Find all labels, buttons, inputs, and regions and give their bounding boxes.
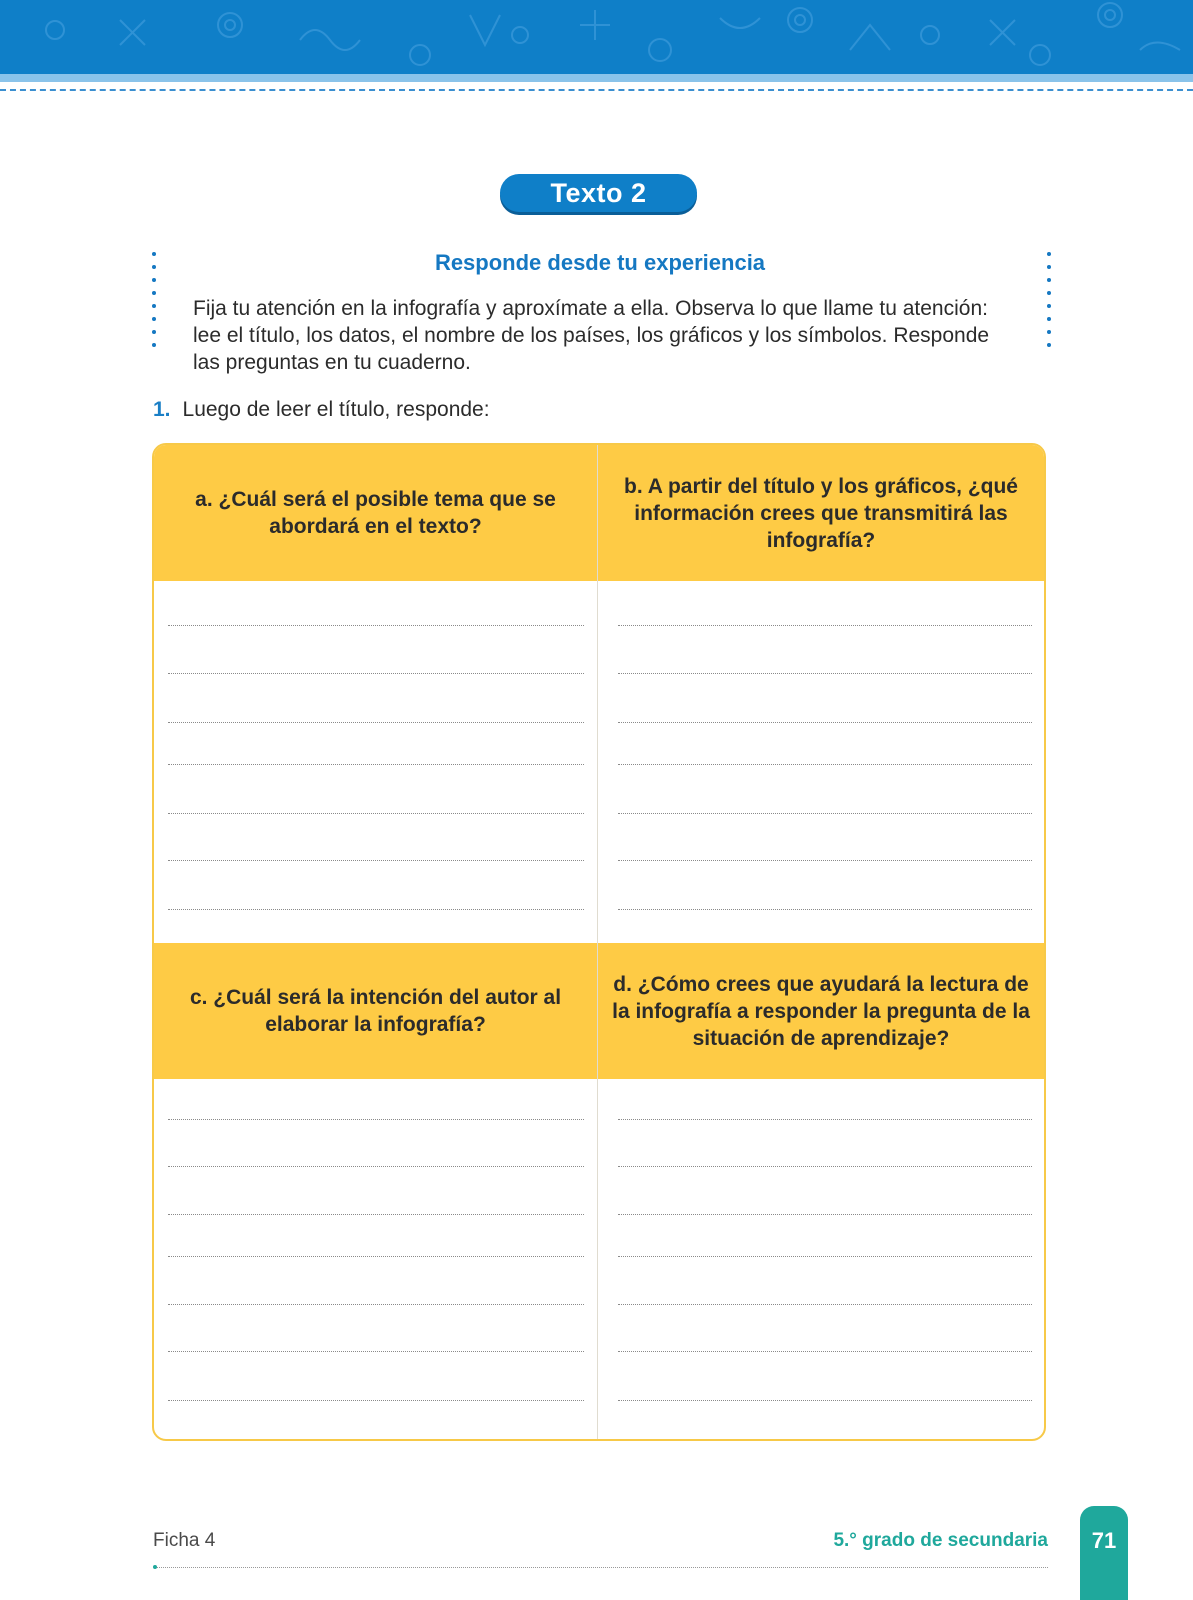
answer-line-d[interactable] bbox=[618, 1119, 1032, 1120]
answer-line-d[interactable] bbox=[618, 1214, 1032, 1215]
question-a-header: a. ¿Cuál será el posible tema que se abordará en el texto? bbox=[154, 445, 597, 581]
answer-line-a[interactable] bbox=[168, 673, 584, 674]
answer-line-a[interactable] bbox=[168, 860, 584, 861]
instructions-paragraph: Fija tu atención en la infografía y aproxímate a ella. Observa lo que llame tu atención: lee el título, los datos, el nombre de los países, los gráficos y los símbolos. Responde las preguntas en tu cuaderno. bbox=[193, 297, 990, 374]
answer-line-a[interactable] bbox=[168, 813, 584, 814]
question-d-header: d. ¿Cómo crees que ayudará la lectura de la infografía a responder la pregunta de la situación de aprendizaje? bbox=[598, 943, 1044, 1079]
header-stripe bbox=[0, 74, 1193, 82]
doodle-pattern-icon bbox=[0, 0, 1193, 74]
answer-line-a[interactable] bbox=[168, 625, 584, 626]
question-text: Luego de leer el título, responde: bbox=[182, 398, 490, 421]
answer-line-a[interactable] bbox=[168, 722, 584, 723]
footer-divider bbox=[155, 1567, 1048, 1568]
answer-line-d[interactable] bbox=[618, 1256, 1032, 1257]
answer-line-b[interactable] bbox=[618, 813, 1032, 814]
answer-line-b[interactable] bbox=[618, 625, 1032, 626]
answer-line-a[interactable] bbox=[168, 909, 584, 910]
question-number: 1. bbox=[153, 398, 171, 421]
answer-line-d[interactable] bbox=[618, 1304, 1032, 1305]
answer-line-c[interactable] bbox=[168, 1214, 584, 1215]
footer-worksheet-label: Ficha 4 bbox=[153, 1530, 216, 1551]
table-column-divider bbox=[597, 445, 598, 1439]
footer-grade-label: 5.° grado de secundaria bbox=[833, 1530, 1048, 1551]
answer-line-c[interactable] bbox=[168, 1304, 584, 1305]
section-title-pill: Texto 2 bbox=[500, 174, 697, 212]
question-1 bbox=[153, 398, 490, 422]
header-dashed-divider bbox=[0, 89, 1193, 91]
left-dotted-border bbox=[151, 252, 157, 356]
answer-line-b[interactable] bbox=[618, 673, 1032, 674]
answer-line-d[interactable] bbox=[618, 1351, 1032, 1352]
answer-line-b[interactable] bbox=[618, 860, 1032, 861]
right-dotted-border bbox=[1046, 252, 1052, 356]
answer-line-b[interactable] bbox=[618, 722, 1032, 723]
answer-line-c[interactable] bbox=[168, 1119, 584, 1120]
header-banner bbox=[0, 0, 1193, 74]
answer-line-c[interactable] bbox=[168, 1351, 584, 1352]
answer-line-c[interactable] bbox=[168, 1400, 584, 1401]
answer-line-a[interactable] bbox=[168, 764, 584, 765]
answer-line-d[interactable] bbox=[618, 1400, 1032, 1401]
page-number: 71 bbox=[1080, 1506, 1128, 1600]
question-c-header: c. ¿Cuál será la intención del autor al elaborar la infografía? bbox=[154, 943, 597, 1079]
answer-line-b[interactable] bbox=[618, 764, 1032, 765]
footer-dot bbox=[153, 1565, 157, 1569]
answer-line-b[interactable] bbox=[618, 909, 1032, 910]
answer-line-c[interactable] bbox=[168, 1256, 584, 1257]
answer-line-c[interactable] bbox=[168, 1166, 584, 1167]
questions-table bbox=[152, 443, 1046, 1441]
question-b-header: b. A partir del título y los gráficos, ¿qué información crees que transmitirá las infografía? bbox=[598, 445, 1044, 581]
answer-line-d[interactable] bbox=[618, 1166, 1032, 1167]
experience-heading: Responde desde tu experiencia bbox=[434, 250, 766, 275]
